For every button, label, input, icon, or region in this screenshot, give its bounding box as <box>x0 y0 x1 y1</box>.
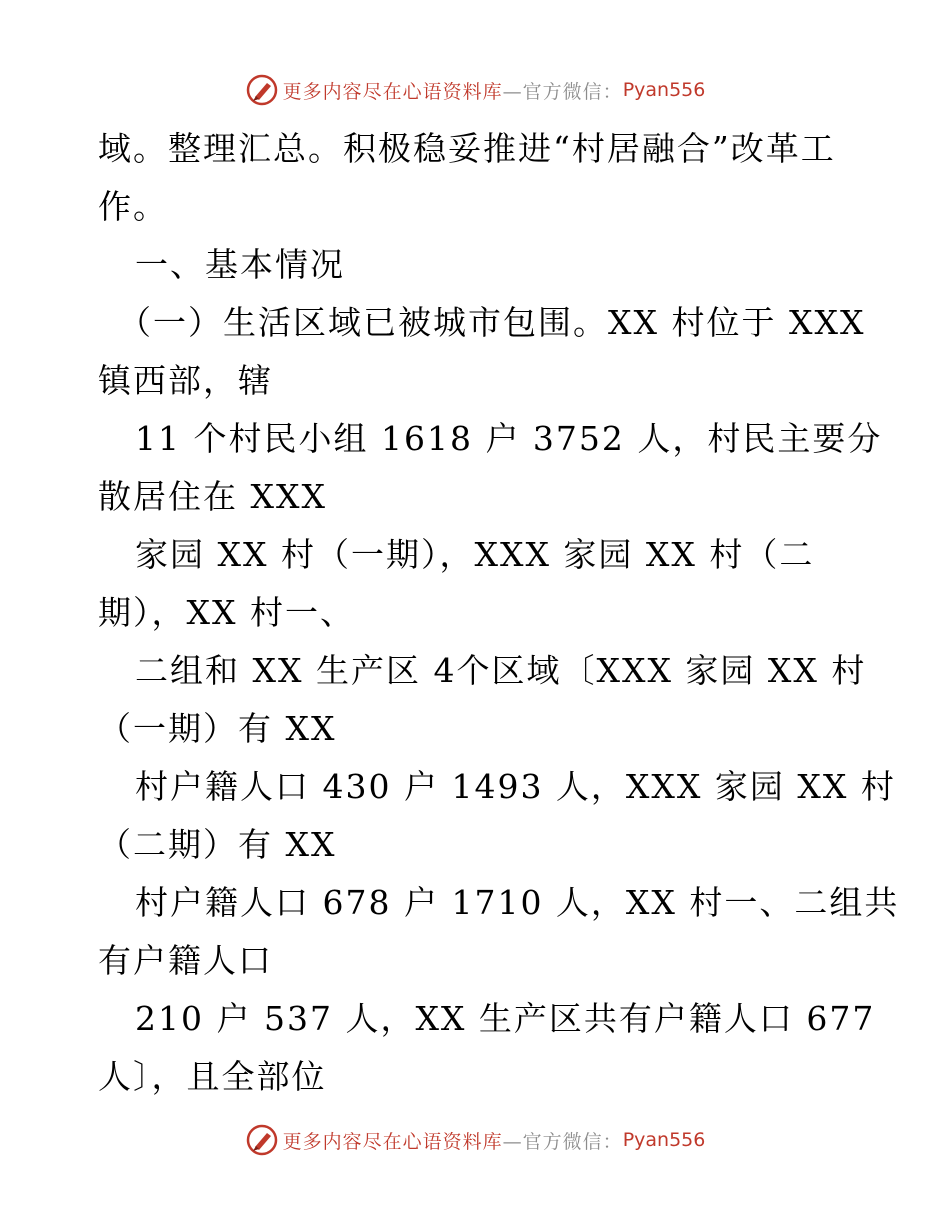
text-line: 210 户 537 人，XX 生产区共有户籍人口 677 <box>135 999 876 1038</box>
text-line: （一）生活区域已被城市包围。XX 村位于 XXX <box>118 303 866 342</box>
text-line: 作。 <box>98 187 168 226</box>
text-line: 散居住在 XXX <box>98 477 327 516</box>
text-line: 人〕，且全部位 <box>98 1057 327 1096</box>
text-line: 村户籍人口 430 户 1493 人，XXX 家园 XX 村 <box>135 767 896 806</box>
footer-watermark-banner <box>0 1120 950 1160</box>
text-line: 二组和 XX 生产区 4个区域〔XXX 家园 XX 村 <box>135 651 867 690</box>
banner-site-name: 更多内容尽在心语资料库 <box>282 1130 503 1153</box>
banner-wechat-label: —官方微信： <box>502 80 623 103</box>
fountain-pen-logo-icon <box>245 1123 279 1157</box>
banner-wechat-id: Pyan556 <box>622 1129 706 1151</box>
section-heading: 一、基本情况 <box>135 245 345 284</box>
text-line: 有户籍人口 <box>98 941 273 980</box>
text-line: （二期）有 XX <box>98 825 337 864</box>
text-line: 村户籍人口 678 户 1710 人，XX 村一、二组共 <box>135 883 900 922</box>
banner-site-name: 更多内容尽在心语资料库 <box>282 80 503 103</box>
banner-wechat-id: Pyan556 <box>622 79 706 101</box>
text-line: （一期）有 XX <box>98 709 337 748</box>
text-line: 域。整理汇总。积极稳妥推进“村居融合”改革工 <box>98 129 836 168</box>
text-line: 镇西部，辖 <box>98 361 273 400</box>
fountain-pen-logo-icon <box>245 73 279 107</box>
text-line: 11 个村民小组 1618 户 3752 人，村民主要分 <box>135 419 883 458</box>
text-line: 家园 XX 村（一期），XXX 家园 XX 村（二 <box>135 535 815 574</box>
banner-wechat-label: —官方微信： <box>502 1130 623 1153</box>
text-line: 期），XX 村一、 <box>98 593 355 632</box>
header-watermark-banner <box>0 70 950 110</box>
